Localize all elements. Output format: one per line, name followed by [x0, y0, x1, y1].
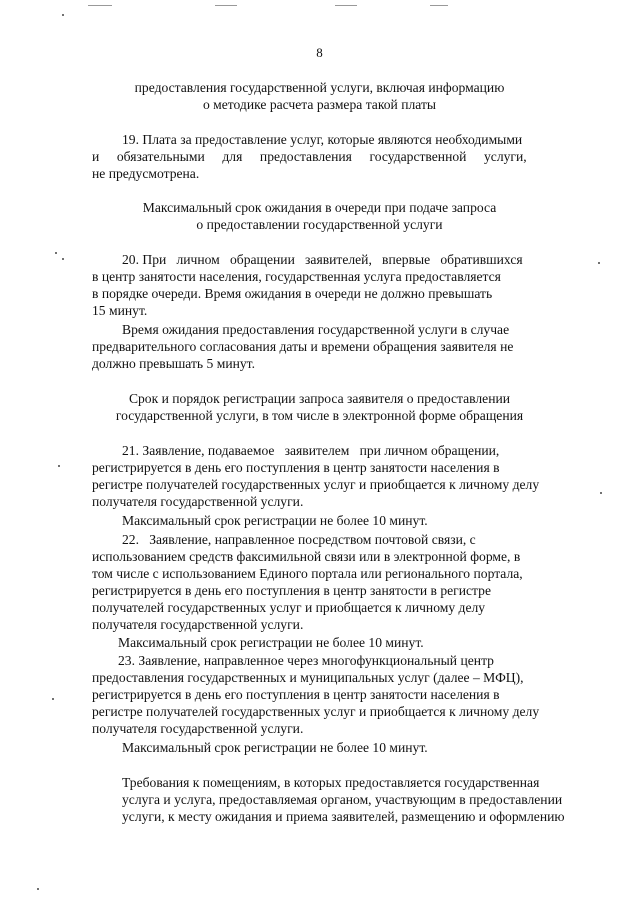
- paragraph-line: 15 минут.: [92, 303, 148, 318]
- paragraph-line: получателя государственной услуги.: [92, 494, 304, 509]
- paragraph-line: 21. Заявление, подаваемое заявителем при личном обращении,: [122, 443, 500, 458]
- paragraph-line: Максимальный срок регистрации не более 10 минут.: [118, 635, 424, 650]
- paragraph-line: регистре получателей государственных услуг и приобщается к личному делу: [92, 477, 540, 492]
- section-heading: Срок и порядок регистрации запроса заявителя о предоставлении: [128, 391, 511, 406]
- paragraph-line: должно превышать 5 минут.: [92, 356, 255, 371]
- paragraph-line: предоставления государственных и муниципальных услуг (далее – МФЦ),: [92, 670, 524, 685]
- page-number: 8: [316, 45, 323, 60]
- paragraph-line: 23. Заявление, направленное через многофункциональный центр: [118, 653, 494, 668]
- paragraph-line: получателя государственной услуги.: [92, 721, 304, 736]
- scan-mark: [88, 5, 112, 6]
- paragraph-line: получателя государственной услуги.: [92, 617, 304, 632]
- scan-speck: [598, 262, 600, 264]
- section-heading: Максимальный срок ожидания в очереди при подаче запроса: [142, 200, 497, 215]
- paragraph-line: предварительного согласования даты и времени обращения заявителя не: [92, 339, 514, 354]
- paragraph-line: 19. Плата за предоставление услуг, которые являются необходимыми: [122, 132, 523, 147]
- paragraph-line: получателей государственных услуг и приобщается к личному делу: [92, 600, 486, 615]
- heading-line: о методике расчета размера такой платы: [202, 97, 437, 112]
- scan-speck: [58, 465, 60, 467]
- scan-mark: [215, 5, 237, 6]
- paragraph-line: Максимальный срок регистрации не более 10 минут.: [122, 740, 428, 755]
- scan-speck: [62, 258, 64, 260]
- paragraph-line: 22. Заявление, направленное посредством почтовой связи, с: [122, 532, 476, 547]
- scan-speck: [62, 14, 64, 16]
- paragraph-line: в порядке очереди. Время ожидания в очереди не должно превышать: [92, 286, 493, 301]
- paragraph-line: Максимальный срок регистрации не более 10 минут.: [122, 513, 428, 528]
- paragraph-line: регистре получателей государственных услуг и приобщается к личному делу: [92, 704, 540, 719]
- paragraph-line: 20. При личном обращении заявителей, впервые обратившихся: [122, 252, 523, 267]
- scan-speck: [55, 252, 57, 254]
- paragraph-line: не предусмотрена.: [92, 166, 200, 181]
- scan-mark: [430, 5, 448, 6]
- paragraph-line: в центр занятости населения, государственная услуга предоставляется: [92, 269, 501, 284]
- scan-speck: [52, 698, 54, 700]
- section-heading: услуга и услуга, предоставляемая органом, участвующим в предоставлении: [122, 792, 563, 807]
- section-heading: о предоставлении государственной услуги: [196, 217, 443, 232]
- scan-speck: [37, 888, 39, 890]
- paragraph-line: том числе с использованием Единого портала или регионального портала,: [92, 566, 523, 581]
- paragraph-line: Время ожидания предоставления государственной услуги в случае: [122, 322, 510, 337]
- scan-speck: [600, 492, 602, 494]
- section-heading: услуги, к месту ожидания и приема заявителей, размещению и оформлению: [122, 809, 565, 824]
- paragraph-line: регистрируется в день его поступления в центр занятости населения в: [92, 687, 500, 702]
- paragraph-line: и обязательными для предоставления государственной услуги,: [92, 149, 527, 164]
- scan-mark: [335, 5, 357, 6]
- paragraph-line: регистрируется в день его поступления в центр занятости населения в: [92, 460, 500, 475]
- paragraph-line: использованием средств факсимильной связи или в электронной форме, в: [92, 549, 521, 564]
- heading-line: предоставления государственной услуги, включая информацию: [134, 80, 505, 95]
- paragraph-line: регистрируется в день его поступления в центр занятости в регистре: [92, 583, 491, 598]
- section-heading: государственной услуги, в том числе в электронной форме обращения: [115, 408, 524, 423]
- section-heading: Требования к помещениям, в которых предоставляется государственная: [122, 775, 540, 790]
